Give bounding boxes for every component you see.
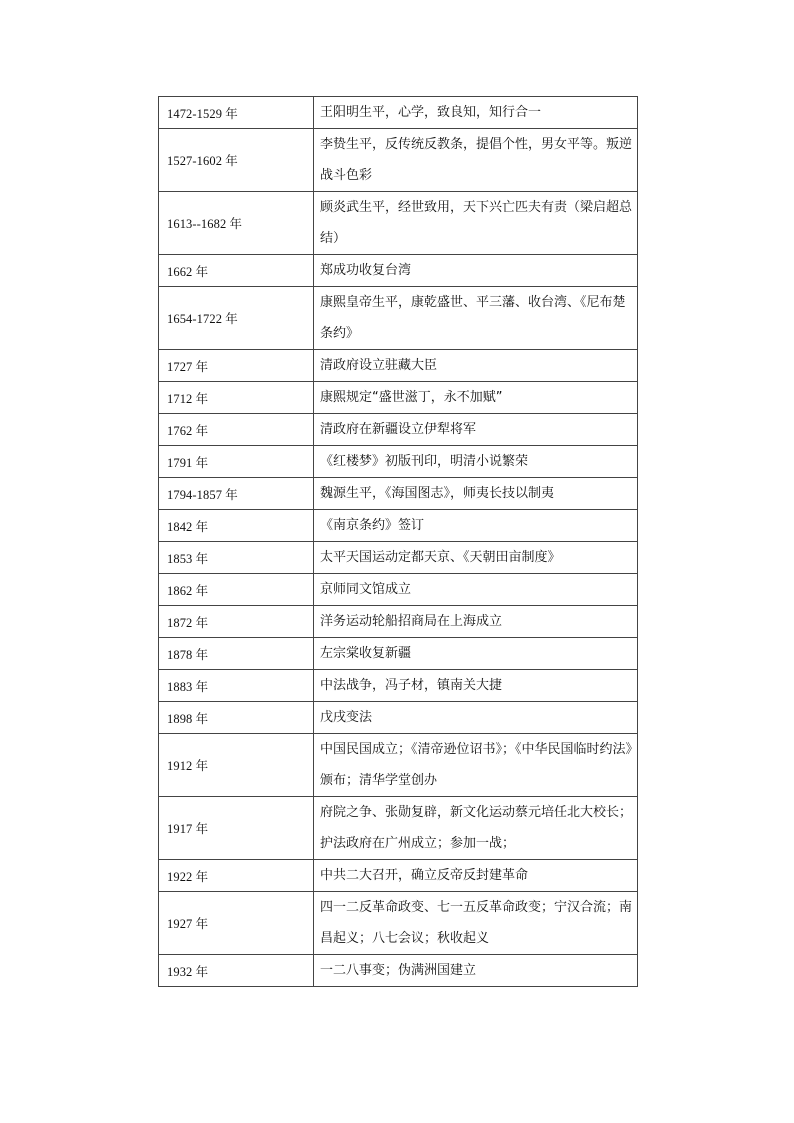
- year-cell: 1794-1857 年: [159, 478, 314, 510]
- table-row: [159, 97, 638, 129]
- year-cell: 1917 年: [159, 797, 314, 860]
- table-row: [159, 287, 638, 350]
- event-cell: 左宗棠收复新疆: [314, 638, 638, 670]
- year-cell: 1662 年: [159, 255, 314, 287]
- year-cell: 1883 年: [159, 670, 314, 702]
- year-cell: 1842 年: [159, 510, 314, 542]
- table-row: [159, 255, 638, 287]
- event-cell: 清政府设立驻藏大臣: [314, 350, 638, 382]
- table-row: [159, 574, 638, 606]
- year-cell: 1927 年: [159, 892, 314, 955]
- table-row: [159, 542, 638, 574]
- table-row: [159, 350, 638, 382]
- year-cell: 1654-1722 年: [159, 287, 314, 350]
- table-row: [159, 734, 638, 797]
- event-cell: 康熙皇帝生平，康乾盛世、平三藩、收台湾、《尼布楚条约》: [314, 287, 638, 350]
- event-cell: 中法战争，冯子材，镇南关大捷: [314, 670, 638, 702]
- event-cell: 府院之争、张勋复辟，新文化运动蔡元培任北大校长；护法政府在广州成立；参加一战；: [314, 797, 638, 860]
- year-cell: 1762 年: [159, 414, 314, 446]
- event-cell: 太平天国运动定都天京、《天朝田亩制度》: [314, 542, 638, 574]
- event-cell: 中国民国成立；《清帝逊位诏书》；《中华民国临时约法》颁布；清华学堂创办: [314, 734, 638, 797]
- year-cell: 1862 年: [159, 574, 314, 606]
- year-cell: 1878 年: [159, 638, 314, 670]
- year-cell: 1727 年: [159, 350, 314, 382]
- table-row: [159, 702, 638, 734]
- table-row: [159, 797, 638, 860]
- event-cell: 郑成功收复台湾: [314, 255, 638, 287]
- table-row: [159, 478, 638, 510]
- event-cell: 京师同文馆成立: [314, 574, 638, 606]
- table-row: [159, 192, 638, 255]
- event-cell: 王阳明生平，心学，致良知，知行合一: [314, 97, 638, 129]
- year-cell: 1912 年: [159, 734, 314, 797]
- event-cell: 清政府在新疆设立伊犁将军: [314, 414, 638, 446]
- year-cell: 1932 年: [159, 955, 314, 987]
- year-cell: 1613--1682 年: [159, 192, 314, 255]
- year-cell: 1472-1529 年: [159, 97, 314, 129]
- table-row: [159, 414, 638, 446]
- event-cell: 一二八事变；伪满洲国建立: [314, 955, 638, 987]
- event-cell: 中共二大召开，确立反帝反封建革命: [314, 860, 638, 892]
- event-cell: 魏源生平，《海国图志》，师夷长技以制夷: [314, 478, 638, 510]
- year-cell: 1853 年: [159, 542, 314, 574]
- year-cell: 1712 年: [159, 382, 314, 414]
- timeline-table: [158, 96, 638, 987]
- table-row: [159, 382, 638, 414]
- year-cell: 1527-1602 年: [159, 129, 314, 192]
- event-cell: 顾炎武生平，经世致用，天下兴亡匹夫有责（梁启超总结）: [314, 192, 638, 255]
- event-cell: 《红楼梦》初版刊印，明清小说繁荣: [314, 446, 638, 478]
- table-row: [159, 670, 638, 702]
- table-row: [159, 892, 638, 955]
- year-cell: 1898 年: [159, 702, 314, 734]
- year-cell: 1872 年: [159, 606, 314, 638]
- table-row: [159, 955, 638, 987]
- table-row: [159, 860, 638, 892]
- event-cell: 李贽生平，反传统反教条，提倡个性，男女平等。叛逆战斗色彩: [314, 129, 638, 192]
- year-cell: 1922 年: [159, 860, 314, 892]
- event-cell: 《南京条约》签订: [314, 510, 638, 542]
- table-row: [159, 638, 638, 670]
- table-row: [159, 129, 638, 192]
- event-cell: 康熙规定“盛世滋丁，永不加赋”: [314, 382, 638, 414]
- event-cell: 戊戌变法: [314, 702, 638, 734]
- event-cell: 四一二反革命政变、七一五反革命政变；宁汉合流；南昌起义；八七会议；秋收起义: [314, 892, 638, 955]
- year-cell: 1791 年: [159, 446, 314, 478]
- table-row: [159, 510, 638, 542]
- timeline-body: [159, 97, 638, 987]
- table-row: [159, 606, 638, 638]
- event-cell: 洋务运动轮船招商局在上海成立: [314, 606, 638, 638]
- table-row: [159, 446, 638, 478]
